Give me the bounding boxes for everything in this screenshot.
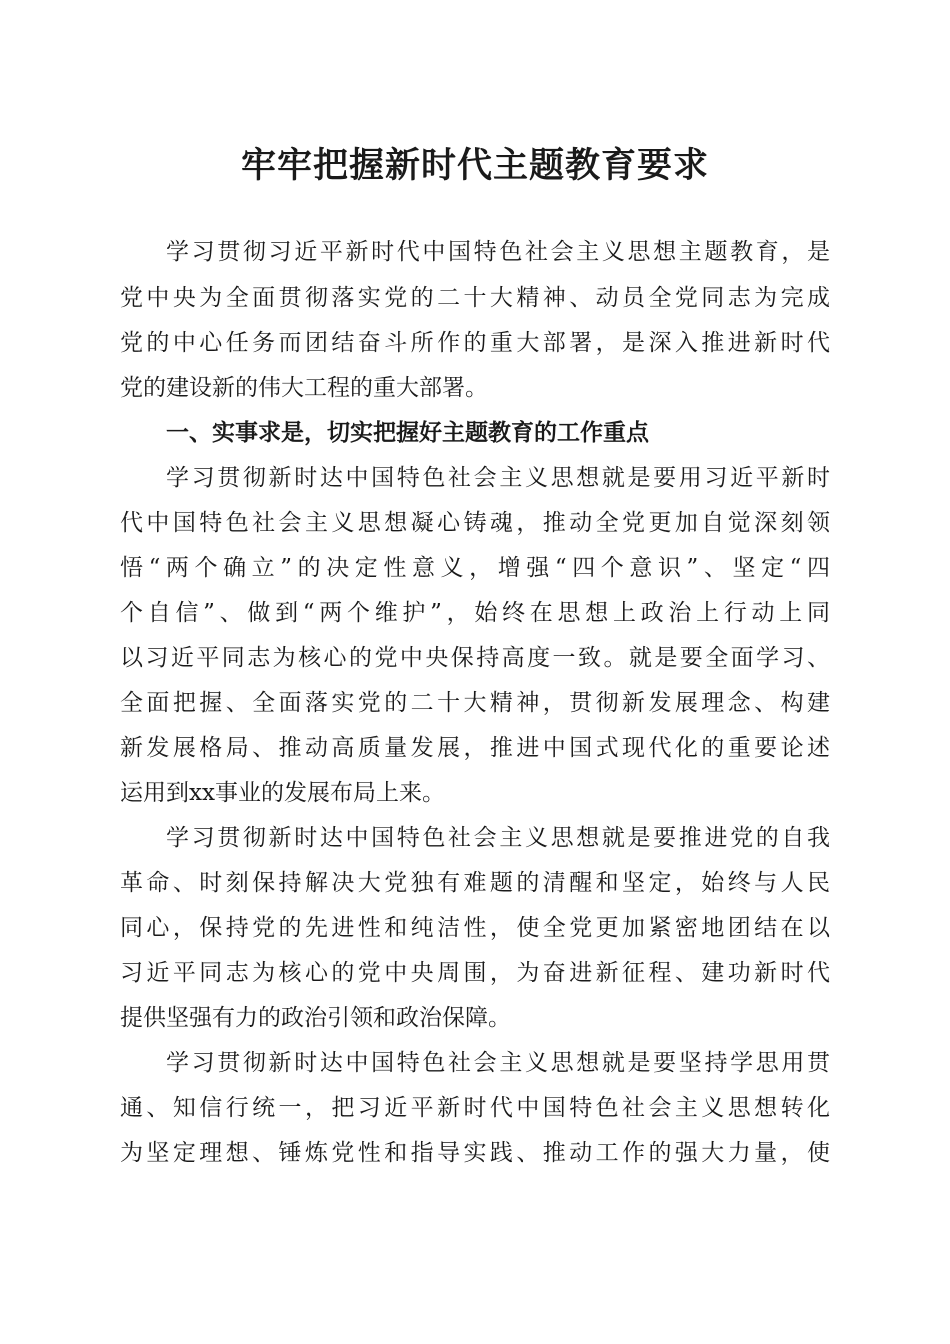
paragraph-line: 通、知信行统一，把习近平新时代中国特色社会主义思想转化 [120, 1095, 830, 1121]
paragraph-line: 代中国特色社会主义思想凝心铸魂，推动全党更加自觉深刻领 [120, 510, 830, 536]
paragraph-line: 学习贯彻新时达中国特色社会主义思想就是要用习近平新时 [166, 465, 830, 491]
paragraph-line: 悟“两个确立”的决定性意义，增强“四个意识”、坚定“四 [120, 555, 830, 581]
paragraph-line: 新发展格局、推动高质量发展，推进中国式现代化的重要论述 [120, 735, 830, 761]
document-title: 牢牢把握新时代主题教育要求 [240, 145, 709, 186]
paragraph-line: 个自信”、做到“两个维护”，始终在思想上政治上行动上同 [120, 600, 830, 626]
paragraph-line: 革命、时刻保持解决大党独有难题的清醒和坚定，始终与人民 [120, 870, 830, 896]
paragraph-line: 学习贯彻新时达中国特色社会主义思想就是要坚持学思用贯 [166, 1050, 830, 1076]
paragraph-line: 党中央为全面贯彻落实党的二十大精神、动员全党同志为完成 [120, 285, 830, 311]
section-heading: 一、实事求是，切实把握好主题教育的工作重点 [166, 420, 649, 446]
paragraph-line: 党的中心任务而团结奋斗所作的重大部署，是深入推进新时代 [120, 330, 830, 356]
paragraph-line: 习近平同志为核心的党中央周围，为奋进新征程、建功新时代 [120, 960, 830, 986]
paragraph-line: 提供坚强有力的政治引领和政治保障。 [120, 1005, 511, 1031]
paragraph-line: 为坚定理想、锤炼党性和指导实践、推动工作的强大力量，使 [120, 1140, 830, 1166]
paragraph-line: 党的建设新的伟大工程的重大部署。 [120, 375, 488, 401]
paragraph-line: 学习贯彻新时达中国特色社会主义思想就是要推进党的自我 [166, 825, 830, 851]
paragraph-line: 学习贯彻习近平新时代中国特色社会主义思想主题教育，是 [166, 239, 830, 265]
paragraph-line: 以习近平同志为核心的党中央保持高度一致。就是要全面学习、 [120, 645, 830, 671]
paragraph-line: 同心，保持党的先进性和纯洁性，使全党更加紧密地团结在以 [120, 915, 830, 941]
paragraph-line: 运用到xx事业的发展布局上来。 [120, 780, 445, 806]
paragraph-line: 全面把握、全面落实党的二十大精神，贯彻新发展理念、构建 [120, 690, 830, 716]
